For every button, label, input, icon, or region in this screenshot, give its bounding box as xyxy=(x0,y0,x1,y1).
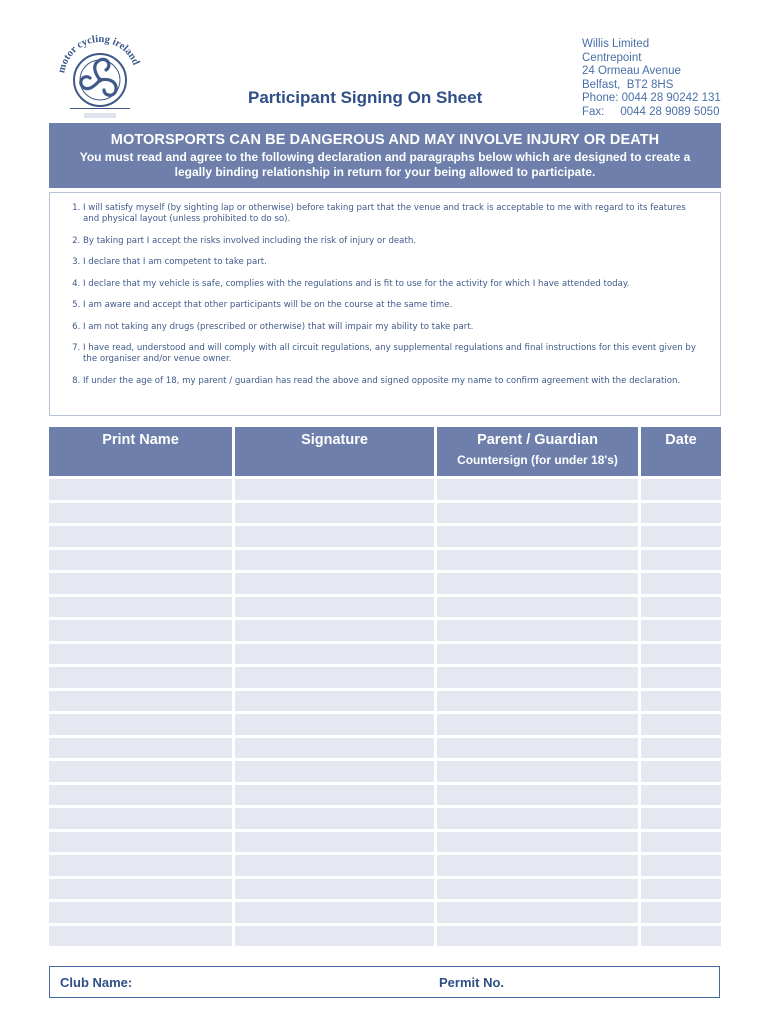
print-name-cell[interactable] xyxy=(49,876,235,900)
signature-cell[interactable] xyxy=(235,735,437,759)
print-name-cell[interactable] xyxy=(49,476,235,500)
date-cell[interactable] xyxy=(641,547,721,571)
date-cell[interactable] xyxy=(641,923,721,947)
table-row xyxy=(49,594,721,618)
date-cell[interactable] xyxy=(641,688,721,712)
declaration-item: 1. I will satisfy myself (by sighting lap or otherwise) before taking part that the venue and track is acceptable to me with regard to its features and physical layout (unless prohibited to do so). xyxy=(83,203,702,225)
warning-subtext: You must read and agree to the following declaration and paragraphs below which are designed to create a legally binding relationship in return for your being allowed to participate. xyxy=(79,150,691,179)
print-name-cell[interactable] xyxy=(49,500,235,524)
print-name-cell[interactable] xyxy=(49,852,235,876)
date-cell[interactable] xyxy=(641,500,721,524)
declaration-item: 8. If under the age of 18, my parent / guardian has read the above and signed opposite my name to confirm agreement with the declaration. xyxy=(83,376,702,387)
print-name-cell[interactable] xyxy=(49,758,235,782)
table-row xyxy=(49,758,721,782)
motor-cycling-ireland-logo xyxy=(54,32,146,124)
table-row xyxy=(49,688,721,712)
declaration-item: 7. I have read, understood and will comply with all circuit regulations, any supplemental regulations and final instructions for this event given by the organiser and/or venue owner. xyxy=(83,343,702,365)
column-header-date xyxy=(641,427,721,476)
parent-guardian-cell[interactable] xyxy=(437,711,641,735)
declaration-item: 4. I declare that my vehicle is safe, complies with the regulations and is fit to use for the activity for which I have attended today. xyxy=(83,279,702,290)
date-cell[interactable] xyxy=(641,805,721,829)
date-cell[interactable] xyxy=(641,758,721,782)
column-header-parent-guardian xyxy=(437,427,641,476)
parent-guardian-cell[interactable] xyxy=(437,923,641,947)
parent-guardian-cell[interactable] xyxy=(437,594,641,618)
triskelion-logo-icon xyxy=(54,32,146,124)
table-row xyxy=(49,782,721,806)
address-line: 24 Ormeau Avenue xyxy=(582,65,681,78)
parent-guardian-cell[interactable] xyxy=(437,570,641,594)
signature-cell[interactable] xyxy=(235,899,437,923)
signature-cell[interactable] xyxy=(235,523,437,547)
insurer-address xyxy=(582,38,721,120)
table-row xyxy=(49,641,721,665)
signature-cell[interactable] xyxy=(235,688,437,712)
warning-heading: MOTORSPORTS CAN BE DANGEROUS AND MAY INVOLVE INJURY OR DEATH xyxy=(110,132,660,148)
table-row xyxy=(49,852,721,876)
footer-box xyxy=(49,966,720,998)
print-name-cell[interactable] xyxy=(49,735,235,759)
table-row xyxy=(49,899,721,923)
signature-cell[interactable] xyxy=(235,805,437,829)
signature-cell[interactable] xyxy=(235,923,437,947)
print-name-cell[interactable] xyxy=(49,711,235,735)
parent-guardian-cell[interactable] xyxy=(437,523,641,547)
permit-no-label: Permit No. xyxy=(439,975,505,990)
declaration-item: 5. I am aware and accept that other participants will be on the course at the same time. xyxy=(83,300,702,311)
table-row xyxy=(49,547,721,571)
print-name-cell[interactable] xyxy=(49,829,235,853)
parent-guardian-cell[interactable] xyxy=(437,829,641,853)
print-name-cell[interactable] xyxy=(49,594,235,618)
print-name-cell[interactable] xyxy=(49,805,235,829)
print-name-cell[interactable] xyxy=(49,547,235,571)
address-line: Belfast, BT2 8HS xyxy=(582,78,674,91)
signature-label: Signature xyxy=(301,432,368,448)
parent-guardian-cell[interactable] xyxy=(437,899,641,923)
signature-cell[interactable] xyxy=(235,570,437,594)
print-name-cell[interactable] xyxy=(49,570,235,594)
signature-cell[interactable] xyxy=(235,476,437,500)
print-name-cell[interactable] xyxy=(49,664,235,688)
signature-cell[interactable] xyxy=(235,547,437,571)
date-cell[interactable] xyxy=(641,735,721,759)
address-phone: Phone: 0044 28 90242 131 xyxy=(582,92,721,105)
parent-guardian-cell[interactable] xyxy=(437,641,641,665)
club-name-label: Club Name: xyxy=(60,975,133,990)
column-header-signature xyxy=(235,427,437,476)
page-title: Participant Signing On Sheet xyxy=(248,88,483,107)
signature-cell[interactable] xyxy=(235,617,437,641)
parent-guardian-cell[interactable] xyxy=(437,852,641,876)
print-name-cell[interactable] xyxy=(49,688,235,712)
table-header-row xyxy=(49,427,721,476)
date-cell[interactable] xyxy=(641,617,721,641)
signature-cell[interactable] xyxy=(235,500,437,524)
parent-guardian-cell[interactable] xyxy=(437,476,641,500)
countersign-label: Countersign (for under 18's) xyxy=(457,453,618,467)
signature-cell[interactable] xyxy=(235,664,437,688)
date-cell[interactable] xyxy=(641,829,721,853)
signature-cell[interactable] xyxy=(235,594,437,618)
table-row xyxy=(49,829,721,853)
table-row xyxy=(49,523,721,547)
date-cell[interactable] xyxy=(641,876,721,900)
date-label: Date xyxy=(665,432,697,448)
parent-guardian-cell[interactable] xyxy=(437,805,641,829)
print-name-cell[interactable] xyxy=(49,899,235,923)
print-name-cell[interactable] xyxy=(49,523,235,547)
table-row xyxy=(49,500,721,524)
table-body xyxy=(49,476,721,946)
declaration-item: 3. I declare that I am competent to take part. xyxy=(83,257,702,268)
table-row xyxy=(49,617,721,641)
declaration-list xyxy=(50,193,720,387)
signature-cell[interactable] xyxy=(235,711,437,735)
table-row xyxy=(49,476,721,500)
logo-text: motor cycling ireland xyxy=(56,33,142,75)
parent-guardian-cell[interactable] xyxy=(437,617,641,641)
table-row xyxy=(49,876,721,900)
address-line: Willis Limited xyxy=(582,38,650,50)
date-cell[interactable] xyxy=(641,523,721,547)
date-cell[interactable] xyxy=(641,641,721,665)
parent-guardian-cell[interactable] xyxy=(437,758,641,782)
parent-guardian-cell[interactable] xyxy=(437,688,641,712)
warning-banner xyxy=(49,123,721,188)
address-fax: Fax: 0044 28 9089 5050 xyxy=(582,105,720,118)
print-name-cell[interactable] xyxy=(49,641,235,665)
table-row xyxy=(49,805,721,829)
signature-cell[interactable] xyxy=(235,829,437,853)
table-row xyxy=(49,711,721,735)
parent-guardian-cell[interactable] xyxy=(437,547,641,571)
date-cell[interactable] xyxy=(641,852,721,876)
parent-guardian-cell[interactable] xyxy=(437,876,641,900)
signature-cell[interactable] xyxy=(235,782,437,806)
parent-guardian-label: Parent / Guardian xyxy=(477,432,598,448)
date-cell[interactable] xyxy=(641,711,721,735)
print-name-label: Print Name xyxy=(102,432,179,448)
print-name-cell[interactable] xyxy=(49,617,235,641)
print-name-cell[interactable] xyxy=(49,782,235,806)
signature-cell[interactable] xyxy=(235,641,437,665)
declaration-item: 6. I am not taking any drugs (prescribed or otherwise) that will impair my ability to take part. xyxy=(83,322,702,333)
signing-table xyxy=(49,427,721,946)
date-cell[interactable] xyxy=(641,899,721,923)
declaration-item: 2. By taking part I accept the risks involved including the risk of injury or death. xyxy=(83,236,702,247)
date-cell[interactable] xyxy=(641,570,721,594)
address-line: Centrepoint xyxy=(582,51,642,64)
date-cell[interactable] xyxy=(641,476,721,500)
parent-guardian-cell[interactable] xyxy=(437,735,641,759)
table-row xyxy=(49,735,721,759)
column-header-print-name xyxy=(49,427,235,476)
declaration-box xyxy=(49,192,721,416)
signature-cell[interactable] xyxy=(235,876,437,900)
parent-guardian-cell[interactable] xyxy=(437,500,641,524)
print-name-cell[interactable] xyxy=(49,923,235,947)
table-row xyxy=(49,664,721,688)
signature-cell[interactable] xyxy=(235,758,437,782)
parent-guardian-cell[interactable] xyxy=(437,664,641,688)
table-row xyxy=(49,570,721,594)
date-cell[interactable] xyxy=(641,782,721,806)
signature-cell[interactable] xyxy=(235,852,437,876)
date-cell[interactable] xyxy=(641,594,721,618)
parent-guardian-cell[interactable] xyxy=(437,782,641,806)
date-cell[interactable] xyxy=(641,664,721,688)
table-row xyxy=(49,923,721,947)
